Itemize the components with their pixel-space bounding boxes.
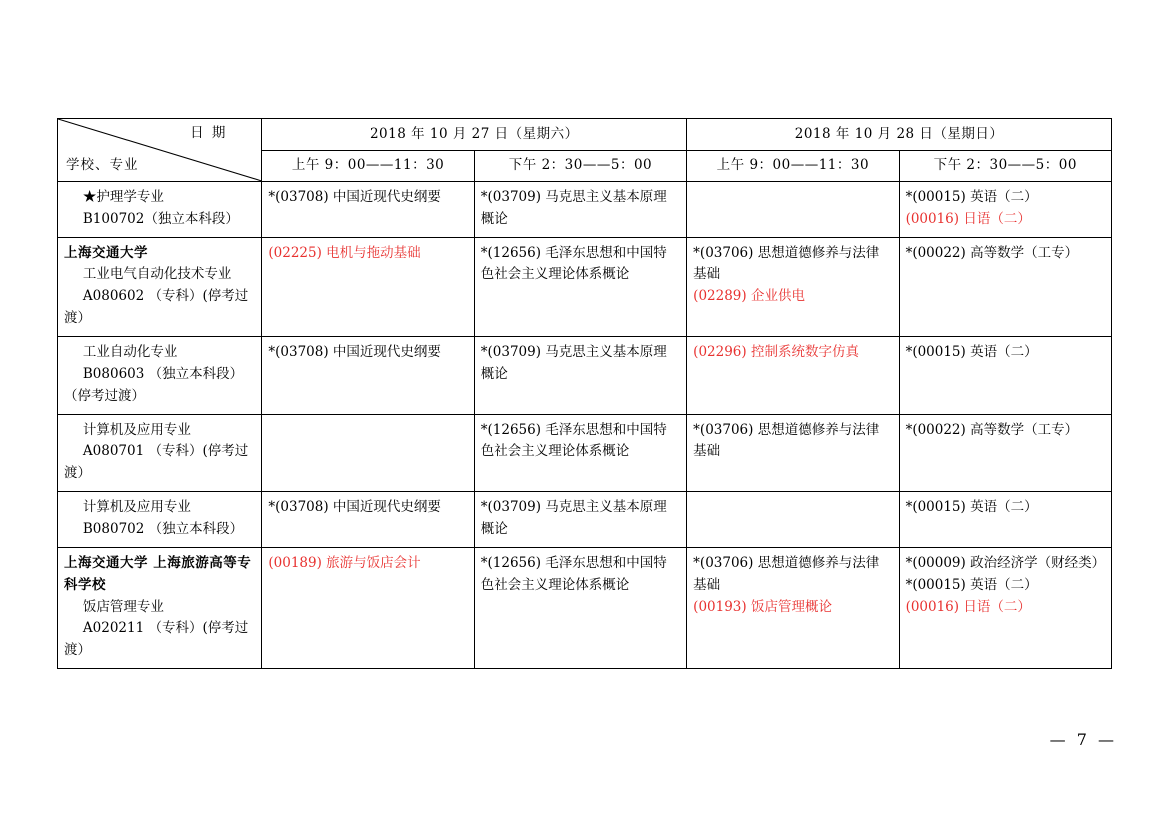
exam-slot-cell bbox=[262, 237, 474, 336]
exam-slot-cell bbox=[474, 181, 686, 237]
exam-slot-cell bbox=[687, 414, 899, 492]
header-time-1: 上午 9：00——11：30 bbox=[262, 151, 474, 182]
header-corner-cell bbox=[58, 119, 262, 182]
course-entry: *(00015) 英语（二） bbox=[905, 344, 1038, 361]
major-name: ★护理学专业 bbox=[82, 188, 164, 205]
major-name: A020211 （专科）(停考过渡） bbox=[64, 620, 249, 659]
exam-slot-cell bbox=[899, 492, 1111, 548]
header-time-2: 下午 2：30——5：00 bbox=[474, 151, 686, 182]
course-entry: *(00009) 政治经济学（财经类） bbox=[905, 554, 1106, 571]
major-name: B080702 （独立本科段） bbox=[82, 521, 244, 538]
exam-slot-cell bbox=[262, 547, 474, 668]
major-name: 计算机及应用专业 bbox=[82, 421, 191, 438]
header-row-date bbox=[58, 119, 1112, 151]
course-entry: *(03708) 中国近现代史纲要 bbox=[268, 188, 441, 205]
school-major-cell bbox=[58, 547, 262, 668]
page-number: — 7 — bbox=[1049, 730, 1117, 749]
exam-slot-cell bbox=[687, 337, 899, 415]
school-major-cell bbox=[58, 337, 262, 415]
course-entry: (00193) 饭店管理概论 bbox=[693, 598, 832, 615]
exam-slot-cell bbox=[687, 492, 899, 548]
exam-slot-cell bbox=[474, 547, 686, 668]
exam-slot-cell bbox=[687, 237, 899, 336]
exam-schedule-sheet bbox=[57, 118, 1112, 669]
school-major-cell bbox=[58, 237, 262, 336]
header-time-4: 下午 2：30——5：00 bbox=[899, 151, 1111, 182]
header-time-3: 上午 9：00——11：30 bbox=[687, 151, 899, 182]
course-entry: *(00022) 高等数学（工专） bbox=[905, 244, 1079, 261]
major-name: 饭店管理专业 bbox=[82, 598, 164, 615]
header-date-label: 日 期 bbox=[190, 125, 228, 141]
course-entry: *(03708) 中国近现代史纲要 bbox=[268, 344, 441, 361]
school-major-cell bbox=[58, 492, 262, 548]
major-name: 工业自动化专业 bbox=[82, 344, 178, 361]
exam-slot-cell bbox=[899, 414, 1111, 492]
exam-slot-cell bbox=[474, 237, 686, 336]
table-body bbox=[58, 181, 1112, 668]
course-entry: (02225) 电机与拖动基础 bbox=[268, 244, 421, 261]
course-entry: *(03708) 中国近现代史纲要 bbox=[268, 499, 441, 516]
course-entry: (02296) 控制系统数字仿真 bbox=[693, 344, 859, 361]
course-entry: *(03709) 马克思主义基本原理概论 bbox=[480, 188, 667, 227]
table-row bbox=[58, 414, 1112, 492]
course-entry: *(03706) 思想道德修养与法律基础 bbox=[693, 554, 880, 593]
major-name: 工业电气自动化技术专业 bbox=[82, 266, 232, 283]
header-day-1: 2018 年 10 月 27 日（星期六） bbox=[262, 119, 687, 151]
course-entry: *(03709) 马克思主义基本原理概论 bbox=[480, 344, 667, 382]
exam-slot-cell bbox=[899, 237, 1111, 336]
exam-slot-cell bbox=[262, 181, 474, 237]
table-row bbox=[58, 547, 1112, 668]
exam-slot-cell bbox=[474, 337, 686, 415]
major-name: B100702（独立本科段） bbox=[82, 210, 239, 227]
course-entry: (00016) 日语（二） bbox=[905, 210, 1031, 227]
header-school-label: 学校、专业 bbox=[66, 157, 139, 173]
table-row bbox=[58, 337, 1112, 415]
exam-slot-cell bbox=[899, 181, 1111, 237]
exam-slot-cell bbox=[687, 547, 899, 668]
exam-slot-cell bbox=[262, 337, 474, 415]
exam-slot-cell bbox=[262, 492, 474, 548]
course-entry: *(03706) 思想道德修养与法律基础 bbox=[693, 421, 880, 460]
course-entry: *(00015) 英语（二） bbox=[905, 576, 1038, 593]
exam-schedule-table bbox=[57, 118, 1112, 669]
table-row bbox=[58, 237, 1112, 336]
course-entry: (00016) 日语（二） bbox=[905, 598, 1031, 615]
course-entry: *(03709) 马克思主义基本原理概论 bbox=[480, 499, 667, 538]
exam-slot-cell bbox=[474, 414, 686, 492]
exam-slot-cell bbox=[899, 337, 1111, 415]
course-entry: *(00022) 高等数学（工专） bbox=[905, 421, 1079, 438]
exam-slot-cell bbox=[262, 414, 474, 492]
table-row bbox=[58, 181, 1112, 237]
major-name: 计算机及应用专业 bbox=[82, 499, 191, 516]
course-entry: (00189) 旅游与饭店会计 bbox=[268, 554, 421, 571]
table-row bbox=[58, 492, 1112, 548]
course-entry: *(00015) 英语（二） bbox=[905, 499, 1038, 516]
course-entry: *(12656) 毛泽东思想和中国特色社会主义理论体系概论 bbox=[480, 554, 667, 593]
table-header bbox=[58, 119, 1112, 182]
major-name: B080603 （独立本科段）（停考过渡） bbox=[64, 365, 244, 404]
school-name: 上海交通大学 bbox=[64, 244, 148, 261]
header-day-2: 2018 年 10 月 28 日（星期日） bbox=[687, 119, 1112, 151]
course-entry: (02289) 企业供电 bbox=[693, 288, 805, 305]
major-name: A080602 （专科）(停考过渡） bbox=[64, 288, 249, 327]
course-entry: *(03706) 思想道德修养与法律基础 bbox=[693, 244, 880, 283]
exam-slot-cell bbox=[899, 547, 1111, 668]
school-major-cell bbox=[58, 181, 262, 237]
course-entry: *(00015) 英语（二） bbox=[905, 188, 1038, 205]
school-name: 上海交通大学 上海旅游高等专科学校 bbox=[64, 554, 252, 593]
school-major-cell bbox=[58, 414, 262, 492]
course-entry: *(12656) 毛泽东思想和中国特色社会主义理论体系概论 bbox=[480, 421, 667, 460]
major-name: A080701 （专科）(停考过渡） bbox=[64, 443, 249, 482]
course-entry: *(12656) 毛泽东思想和中国特色社会主义理论体系概论 bbox=[480, 244, 667, 283]
exam-slot-cell bbox=[687, 181, 899, 237]
exam-slot-cell bbox=[474, 492, 686, 548]
